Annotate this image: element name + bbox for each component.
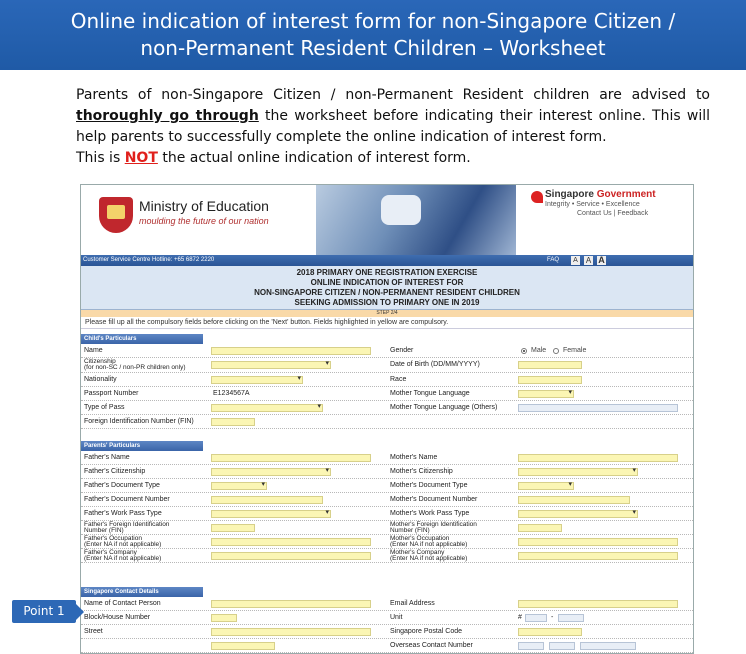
row-citizenship-dob	[81, 358, 693, 373]
postal-code-field[interactable]	[518, 628, 582, 636]
label-father-name: Father's Name	[84, 454, 130, 461]
father-fin-field[interactable]	[211, 524, 255, 532]
not-emphasis: NOT	[124, 150, 158, 166]
mother-fin-field[interactable]	[518, 524, 562, 532]
callout-arrow-icon	[76, 604, 84, 620]
label-postal: Singapore Postal Code	[390, 628, 462, 635]
point-1-callout: Point 1	[12, 600, 76, 623]
mother-citizenship-select[interactable]	[518, 468, 638, 476]
row-name-gender	[81, 344, 693, 358]
label-email: Email Address	[390, 600, 435, 607]
row-overseas	[81, 639, 693, 653]
child-citizenship-select[interactable]	[211, 361, 331, 369]
hotline-text: Customer Service Centre Hotline: +65 6872 2220	[83, 257, 215, 263]
label-mtl: Mother Tongue Language	[390, 390, 470, 397]
singapore-government-tagline: Integrity • Service • Excellence	[545, 201, 640, 208]
father-doc-type-select[interactable]	[211, 482, 267, 490]
child-mtl-others-field[interactable]	[518, 404, 678, 412]
form-instruction: Please fill up all the compulsory fields before clicking on the 'Next' button. Fields highlighted in yellow are compulsory.	[81, 317, 693, 329]
form-title-line: SEEKING ADMISSION TO PRIMARY ONE IN 2019	[294, 298, 480, 307]
label-nationality: Nationality	[84, 376, 117, 383]
form-title-line: ONLINE INDICATION OF INTEREST FOR	[310, 278, 464, 287]
father-name-field[interactable]	[211, 454, 371, 462]
label-mother-work-pass: Mother's Work Pass Type	[390, 510, 470, 517]
label-mtl-others: Mother Tongue Language (Others)	[390, 404, 498, 411]
row-contact-person-email	[81, 597, 693, 611]
row-parent-fin	[81, 521, 693, 535]
not-notice: This is NOT the actual online indication of interest form.	[76, 150, 471, 166]
label-pass-type: Type of Pass	[84, 404, 125, 411]
row-parent-work-pass	[81, 507, 693, 521]
label-race: Race	[390, 376, 407, 383]
label-father-doc-type: Father's Document Type	[84, 482, 160, 489]
intro-text	[76, 85, 710, 169]
banner-title-line-2: non-Permanent Resident Children – Worksheet	[140, 36, 606, 60]
label-passport: Passport Number	[84, 390, 139, 397]
section-parents-particulars: Parents' Particulars	[81, 441, 203, 451]
label-block: Block/House Number	[84, 614, 151, 621]
father-doc-number-field[interactable]	[211, 496, 323, 504]
worksheet-banner	[0, 0, 746, 70]
child-nationality-select[interactable]	[211, 376, 303, 384]
father-company-field[interactable]	[211, 552, 371, 560]
label-dob: Date of Birth (DD/MM/YYYY)	[390, 361, 480, 368]
father-occupation-field[interactable]	[211, 538, 371, 546]
row-parent-citizenship	[81, 465, 693, 479]
label-mother-name: Mother's Name	[390, 454, 438, 461]
unit-floor-field[interactable]	[525, 614, 547, 622]
row-parent-name	[81, 451, 693, 465]
row-street-postal	[81, 625, 693, 639]
father-work-pass-select[interactable]	[211, 510, 331, 518]
row-nationality-race	[81, 373, 693, 387]
child-pass-type-select[interactable]	[211, 404, 323, 412]
label-mother-citizenship: Mother's Citizenship	[390, 468, 453, 475]
overseas-code-field[interactable]	[518, 642, 544, 650]
label-father-fin: Father's Foreign Identification Number (FIN)	[84, 521, 170, 534]
row-pass-mtl-others	[81, 401, 693, 415]
mother-doc-type-select[interactable]	[518, 482, 574, 490]
label-father-citizenship: Father's Citizenship	[84, 468, 146, 475]
street-field[interactable]	[211, 628, 371, 636]
passport-number-value: E1234567A	[213, 390, 250, 397]
overseas-number-field[interactable]	[580, 642, 636, 650]
label-mother-doc-type: Mother's Document Type	[390, 482, 468, 489]
contact-number-field[interactable]	[211, 642, 275, 650]
emphasis-thoroughly: thoroughly go through	[76, 108, 259, 124]
font-size-small-button[interactable]: A	[571, 256, 580, 265]
faq-link[interactable]: FAQ	[547, 257, 560, 263]
child-race-field[interactable]	[518, 376, 582, 384]
row-parent-occupation	[81, 535, 693, 549]
child-mtl-select[interactable]	[518, 390, 574, 398]
row-parent-company	[81, 549, 693, 563]
child-dob-field[interactable]	[518, 361, 582, 369]
mother-doc-number-field[interactable]	[518, 496, 630, 504]
moe-tagline: moulding the future of our nation	[139, 216, 269, 226]
form-title-line: 2018 PRIMARY ONE REGISTRATION EXERCISE	[296, 268, 478, 277]
form-title-line: NON-SINGAPORE CITIZEN / NON-PERMANENT RESIDENT CHILDREN	[254, 288, 520, 297]
block-field[interactable]	[211, 614, 237, 622]
singapore-government-logo	[531, 191, 543, 203]
overseas-area-field[interactable]	[549, 642, 575, 650]
label-father-doc-number: Father's Document Number	[84, 496, 170, 503]
email-field[interactable]	[518, 600, 678, 608]
form-header	[81, 185, 693, 255]
gender-female-radio[interactable]	[553, 348, 559, 354]
row-parent-doc-number	[81, 493, 693, 507]
contact-feedback-links[interactable]: Contact Us | Feedback	[577, 210, 649, 217]
row-parent-doc-type	[81, 479, 693, 493]
label-mother-company: Mother's Company (Enter NA if not applicable)	[390, 549, 468, 562]
label-mother-doc-number: Mother's Document Number	[390, 496, 478, 503]
child-name-field[interactable]	[211, 347, 371, 355]
banner-title-line-1: Online indication of interest form for non-Singapore Citizen /	[70, 9, 676, 33]
label-father-occupation: Father's Occupation (Enter NA if not applicable)	[84, 535, 162, 548]
label-mother-fin: Mother's Foreign Identification Number (FIN)	[390, 521, 477, 534]
label-father-work-pass: Father's Work Pass Type	[84, 510, 162, 517]
label-street: Street	[84, 628, 103, 635]
label-contact-person: Name of Contact Person	[84, 600, 161, 607]
hotline-bar	[81, 255, 693, 266]
gender-male-radio[interactable]	[521, 348, 527, 354]
step-indicator: STEP 2/4	[81, 310, 693, 317]
father-citizenship-select[interactable]	[211, 468, 331, 476]
row-block-unit	[81, 611, 693, 625]
unit-number-field[interactable]	[558, 614, 584, 622]
mother-work-pass-select[interactable]	[518, 510, 638, 518]
child-fin-field[interactable]	[211, 418, 255, 426]
mother-occupation-field[interactable]	[518, 538, 678, 546]
unit-dash: -	[551, 614, 554, 621]
label-overseas: Overseas Contact Number	[390, 642, 473, 649]
moe-name: Ministry of Education	[139, 198, 269, 214]
label-father-company: Father's Company (Enter NA if not applicable)	[84, 549, 162, 562]
row-fin	[81, 415, 693, 429]
puzzle-piece-image	[381, 195, 421, 225]
label-citizenship: Citizenship (for non-SC / non-PR children only)	[84, 358, 186, 371]
form-title	[81, 266, 693, 310]
unit-hash: #	[518, 614, 522, 621]
font-size-large-button[interactable]: A	[598, 255, 605, 265]
label-gender: Gender	[390, 347, 414, 354]
label-name: Name	[84, 347, 103, 354]
singapore-government-title: Singapore Government	[545, 189, 656, 200]
form-screenshot	[80, 184, 694, 654]
contact-person-field[interactable]	[211, 600, 371, 608]
mother-company-field[interactable]	[518, 552, 678, 560]
font-size-medium-button[interactable]: A	[585, 256, 592, 265]
label-female: Female	[563, 347, 587, 354]
label-fin: Foreign Identification Number (FIN)	[84, 418, 194, 425]
label-mother-occupation: Mother's Occupation (Enter NA if not applicable)	[390, 535, 468, 548]
mother-name-field[interactable]	[518, 454, 678, 462]
row-passport-mtl	[81, 387, 693, 401]
intro-paragraph: Parents of non-Singapore Citizen / non-Permanent Resident children are advised to thoroughly go through the worksheet before indicating their interest online. This will help parents to successfully complete the online indication of interest form.	[76, 87, 710, 145]
label-male: Male	[531, 347, 547, 354]
section-child-particulars: Child's Particulars	[81, 334, 203, 344]
section-contact-details: Singapore Contact Details	[81, 587, 203, 597]
moe-crest-logo	[99, 197, 133, 233]
label-unit: Unit	[390, 614, 403, 621]
